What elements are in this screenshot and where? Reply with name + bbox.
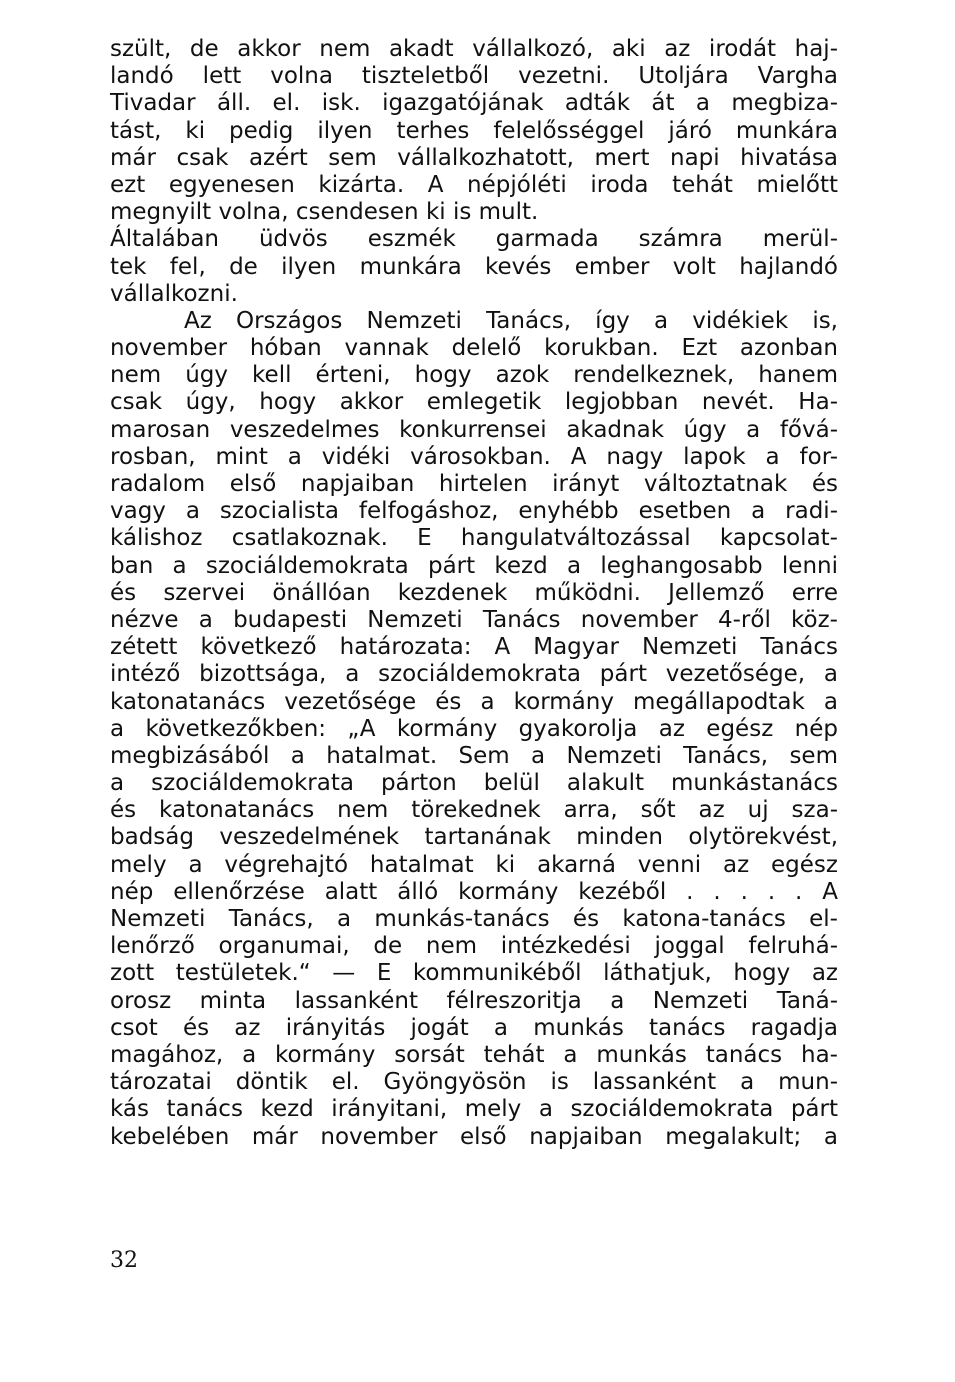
- text-line: landó lett volna tiszteletből vezetni. Utoljára Vargha: [110, 63, 838, 90]
- text-line: rosban, mint a vidéki városokban. A nagy lapok a for-: [110, 443, 838, 470]
- text-line: csak úgy, hogy akkor emlegetik legjobban nevét. Ha-: [110, 389, 838, 416]
- text-line: orosz minta lassanként félreszoritja a Nemzeti Taná-: [110, 987, 838, 1014]
- body-text: [110, 36, 838, 1151]
- text-line: már csak azért sem vállalkozhatott, mert napi hivatása: [110, 144, 838, 171]
- text-line: Tivadar áll. el. isk. igazgatójának adták át a megbiza-: [110, 90, 838, 117]
- text-line: november hóban vannak delelő korukban. Ezt azonban: [110, 335, 838, 362]
- text-line: és katonatanács nem törekednek arra, sőt az uj sza-: [110, 797, 838, 824]
- text-line: lenőrző organumai, de nem intézkedési joggal felruhá-: [110, 933, 838, 960]
- text-line: intéző bizottsága, a szociáldemokrata párt vezetősége, a: [110, 661, 838, 688]
- text-line: magához, a kormány sorsát tehát a munkás tanács ha-: [110, 1041, 838, 1068]
- text-line: radalom első napjaiban hirtelen irányt változtatnak és: [110, 471, 838, 497]
- text-line: zétett következő határozata: A Magyar Nemzeti Tanács: [110, 634, 838, 661]
- page-number: 32: [110, 1248, 138, 1273]
- text-line: és szervei önállóan kezdenek működni. Jellemző erre: [110, 579, 838, 606]
- text-line: nem úgy kell érteni, hogy azok rendelkeznek, hanem: [110, 362, 838, 389]
- text-line: kebelében már november első napjaiban megalakult; a: [110, 1123, 838, 1150]
- text-line: kás tanács kezd irányitani, mely a szociáldemokrata párt: [110, 1096, 838, 1123]
- text-line: marosan veszedelmes konkurrensei akadnak úgy a fővá-: [110, 416, 838, 443]
- text-line: kálishoz csatlakoznak. E hangulatváltozással kapcsolat-: [110, 525, 838, 552]
- text-line: nézve a budapesti Nemzeti Tanács november 4-ről köz-: [110, 606, 838, 633]
- text-line: vállalkozni.: [110, 280, 238, 307]
- text-line: tározatai döntik el. Gyöngyösön is lassanként a mun-: [110, 1069, 838, 1096]
- text-line: a következőkben: „A kormány gyakorolja az egész nép: [110, 715, 838, 742]
- text-line: badság veszedelmének tartanának minden olytörekvést,: [110, 824, 838, 851]
- text-line: Általában üdvös eszmék garmada számra merül-: [110, 226, 838, 253]
- text-line: megnyilt volna, csendesen ki is mult.: [110, 199, 539, 226]
- text-line: Az Országos Nemzeti Tanács, így a vidékiek is,: [184, 307, 838, 334]
- text-line: csot és az irányitás jogát a munkás tanács ragadja: [110, 1014, 838, 1041]
- text-line: szült, de akkor nem akadt vállalkozó, aki az irodát haj-: [110, 36, 838, 62]
- text-line: nép ellenőrzése alatt álló kormány kezéből . . . . . A: [110, 878, 838, 905]
- text-line: ban a szociáldemokrata párt kezd a leghangosabb lenni: [110, 552, 838, 579]
- text-line: megbizásából a hatalmat. Sem a Nemzeti Tanács, sem: [110, 742, 838, 769]
- text-line: vagy a szocialista felfogáshoz, enyhébb esetben a radi-: [110, 498, 838, 525]
- text-line: Nemzeti Tanács, a munkás-tanács és katona-tanács el-: [110, 906, 838, 932]
- text-line: a szociáldemokrata párton belül alakult munkástanács: [110, 770, 838, 797]
- text-line: ezt egyenesen kizárta. A népjóléti iroda tehát mielőtt: [110, 171, 838, 198]
- text-line: tek fel, de ilyen munkára kevés ember volt hajlandó: [110, 253, 838, 280]
- text-line: mely a végrehajtó hatalmat ki akarná venni az egész: [110, 851, 838, 878]
- text-line: katonatanács vezetősége és a kormány megállapodtak a: [110, 688, 838, 715]
- text-line: tást, ki pedig ilyen terhes felelősséggel járó munkára: [110, 117, 838, 144]
- text-line: zott testületek.“ — E kommunikéből láthatjuk, hogy az: [110, 960, 838, 987]
